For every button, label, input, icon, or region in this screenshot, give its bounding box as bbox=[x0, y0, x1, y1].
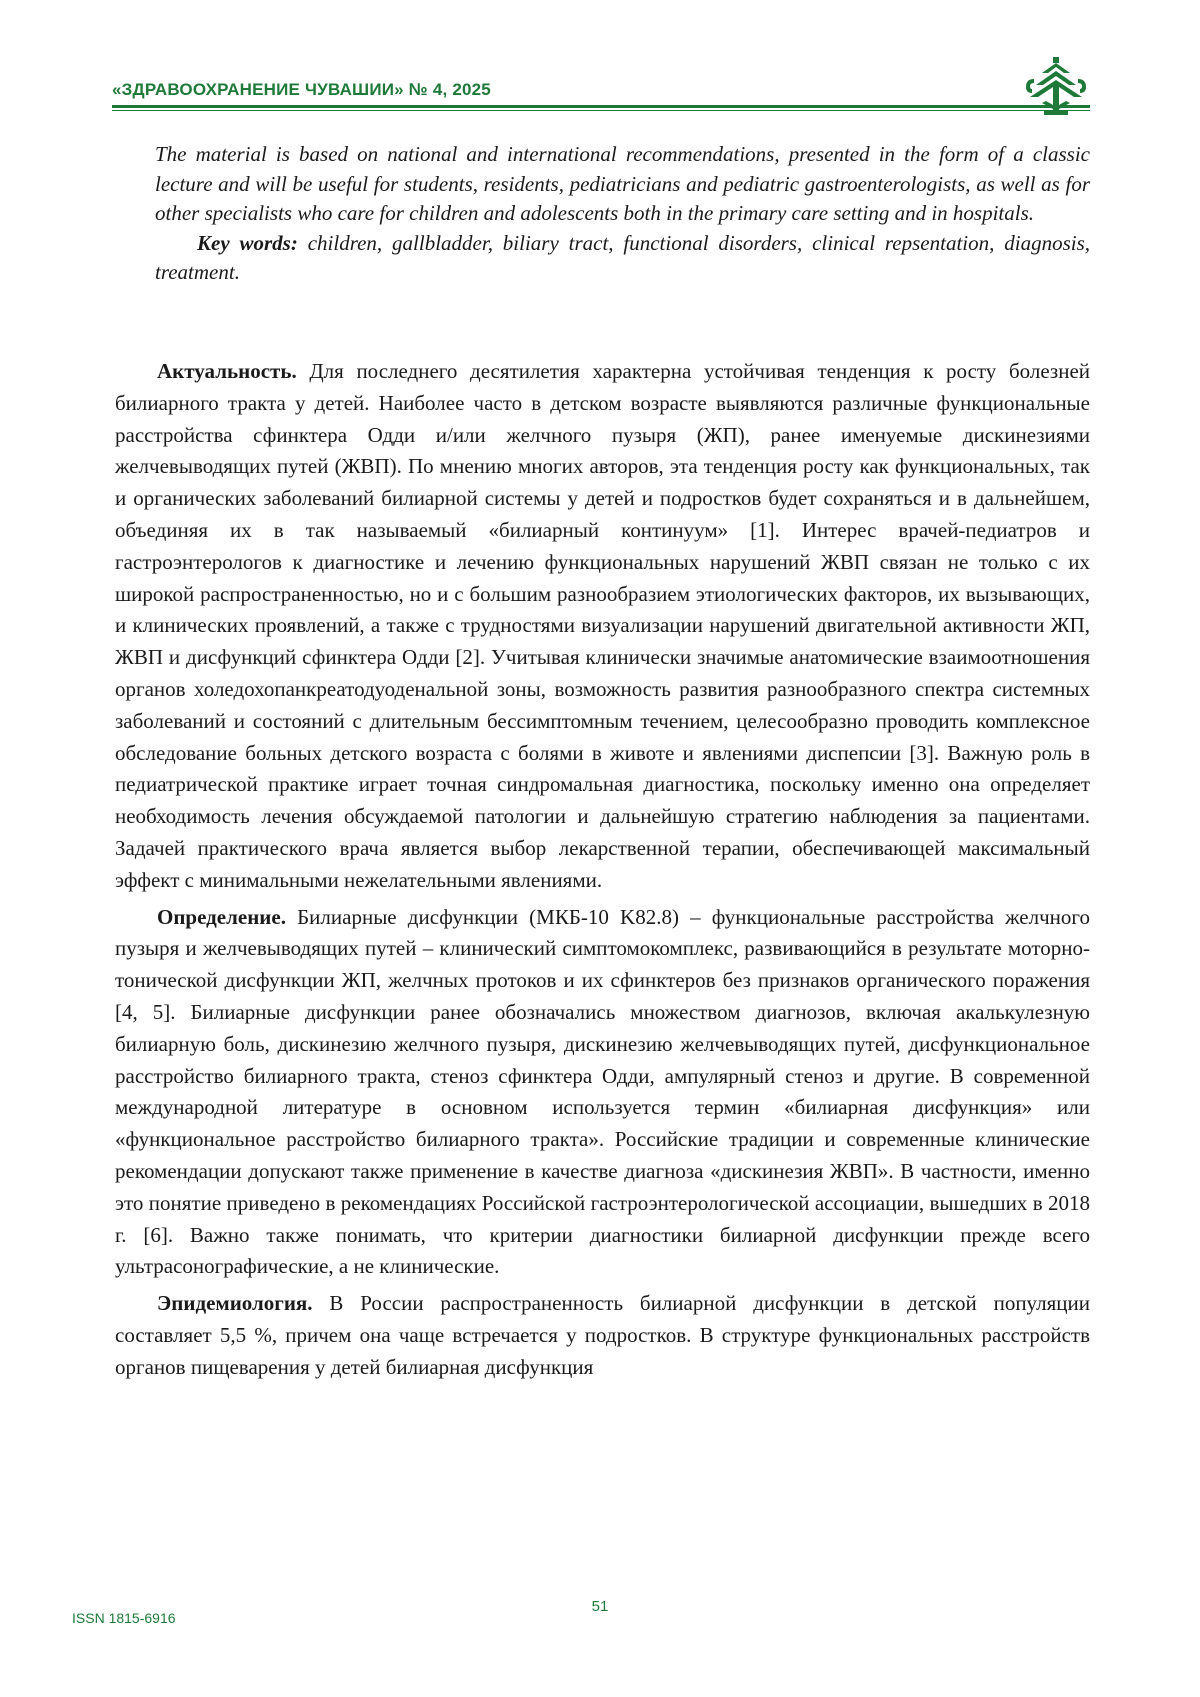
section-heading: Актуальность. bbox=[157, 359, 297, 383]
journal-title: «ЗДРАВООХРАНЕНИЕ ЧУВАШИИ» № 4, 2025 bbox=[112, 80, 491, 99]
section-heading: Определение. bbox=[157, 904, 286, 929]
header-rule-thin bbox=[112, 110, 1090, 111]
section-text: Для последнего десятилетия характерна устойчивая тенденция к росту болезней билиарного тракта у детей. Наиболее часто в детском возрасте выявляются различные функциональные расстройства сфинктера Одди и/или желчного пузыря (ЖП), ранее именуемые дискинезиями желчевыводящих путей (ЖВП). По мнению многих авторов, эта тенденция росту как функциональных, так и органических заболеваний билиарной системы у детей и подростков будет сохраняться и в дальнейшем, объединяя их в так называемый «билиарный континуум» [1]. Интерес врачей-педиатров и гастроэнтерологов к диагностике и лечению функциональных нарушений ЖВП связан не только с их широкой распространенностью, но и с большим разнообразием этиологических факторов, их вызывающих, и клинических проявлений, а также с трудностями визуализации нарушений двигательной активности ЖП, ЖВП и дисфункций сфинктера Одди [2]. Учитывая клинически значимые анатомические взаимоотношения органов холедохопанкреатодуоденальной зоны, возможность развития разнообразного спектра системных заболеваний и состояний с длительным бессимптомным течением, целесообразно проводить комплексное обследование больных детского возраста с болями в животе и явлениями диспепсии [3]. Важную роль в педиатрической практике играет точная синдромальная диагностика, поскольку именно она определяет необходимость лечения обсуждаемой патологии и дальнейшую стратегию наблюдения за пациентами. Задачей практического врача является выбор лекарственной терапии, обеспечивающей максимальный эффект с минимальными нежелательными явлениями. bbox=[115, 359, 1090, 892]
abstract bbox=[155, 140, 1090, 288]
section-text: В России распространенность билиарной дисфункции в детской популяции составляет 5,5 %, причем она чаще встречается у подростков. В структуре функциональных расстройств органов пищеварения у детей билиарная дисфункция bbox=[115, 1291, 1090, 1379]
section-epidemiology bbox=[115, 1288, 1090, 1383]
footer-issn: ISSN 1815-6916 bbox=[72, 1610, 176, 1626]
section-text: Билиарные дисфункции (МКБ-10 K82.8) – функциональные расстройства желчного пузыря и желчевыводящих путей – клинический симптомокомплекс, развивающийся в результате моторно-тонической дисфункции ЖП, желчных протоков и их сфинктеров без признаков органического поражения [4, 5]. Билиарные дисфункции ранее обозначались множеством диагнозов, включая акалькулезную билиарную боль, дискинезию желчного пузыря, дискинезию желчевыводящих путей, дисфункциональное расстройство билиарного тракта, стеноз сфинктера Одди, ампулярный стеноз и другие. В современной международной литературе в основном используется термин «билиарная дисфункция» или «функциональное расстройство билиарного тракта». Российские традиции и современные клинические рекомендации допускают также применение в качестве диагноза «дискинезия ЖВП». В частности, именно это понятие приведено в рекомендациях Российской гастроэнтерологической ассоциации, вышедших в 2018 г. [6]. Важно также понимать, что критерии диагностики билиарной дисфункции прежде всего ультрасонографические, а не клинические. bbox=[115, 904, 1090, 1279]
keywords bbox=[155, 229, 1090, 288]
keywords-label: Key words: bbox=[197, 230, 298, 255]
section-definition bbox=[115, 902, 1090, 1284]
section-heading: Эпидемиология. bbox=[157, 1291, 313, 1316]
section-relevance bbox=[115, 356, 1090, 897]
page-number: 51 bbox=[591, 1598, 609, 1615]
header-rule bbox=[112, 105, 1090, 108]
abstract-text: The material is based on national and international recommendations, presented in the form of a classic lecture and will be useful for students, residents, pediatricians and pediatric gastroenterologists, as well as for other specialists who care for children and adolescents both in the primary care setting and in hospitals. bbox=[155, 142, 1090, 225]
main-body bbox=[115, 356, 1090, 1389]
keywords-list: children, gallbladder, biliary tract, functional disorders, clinical repsentation, diagnosis, treatment. bbox=[155, 230, 1090, 284]
